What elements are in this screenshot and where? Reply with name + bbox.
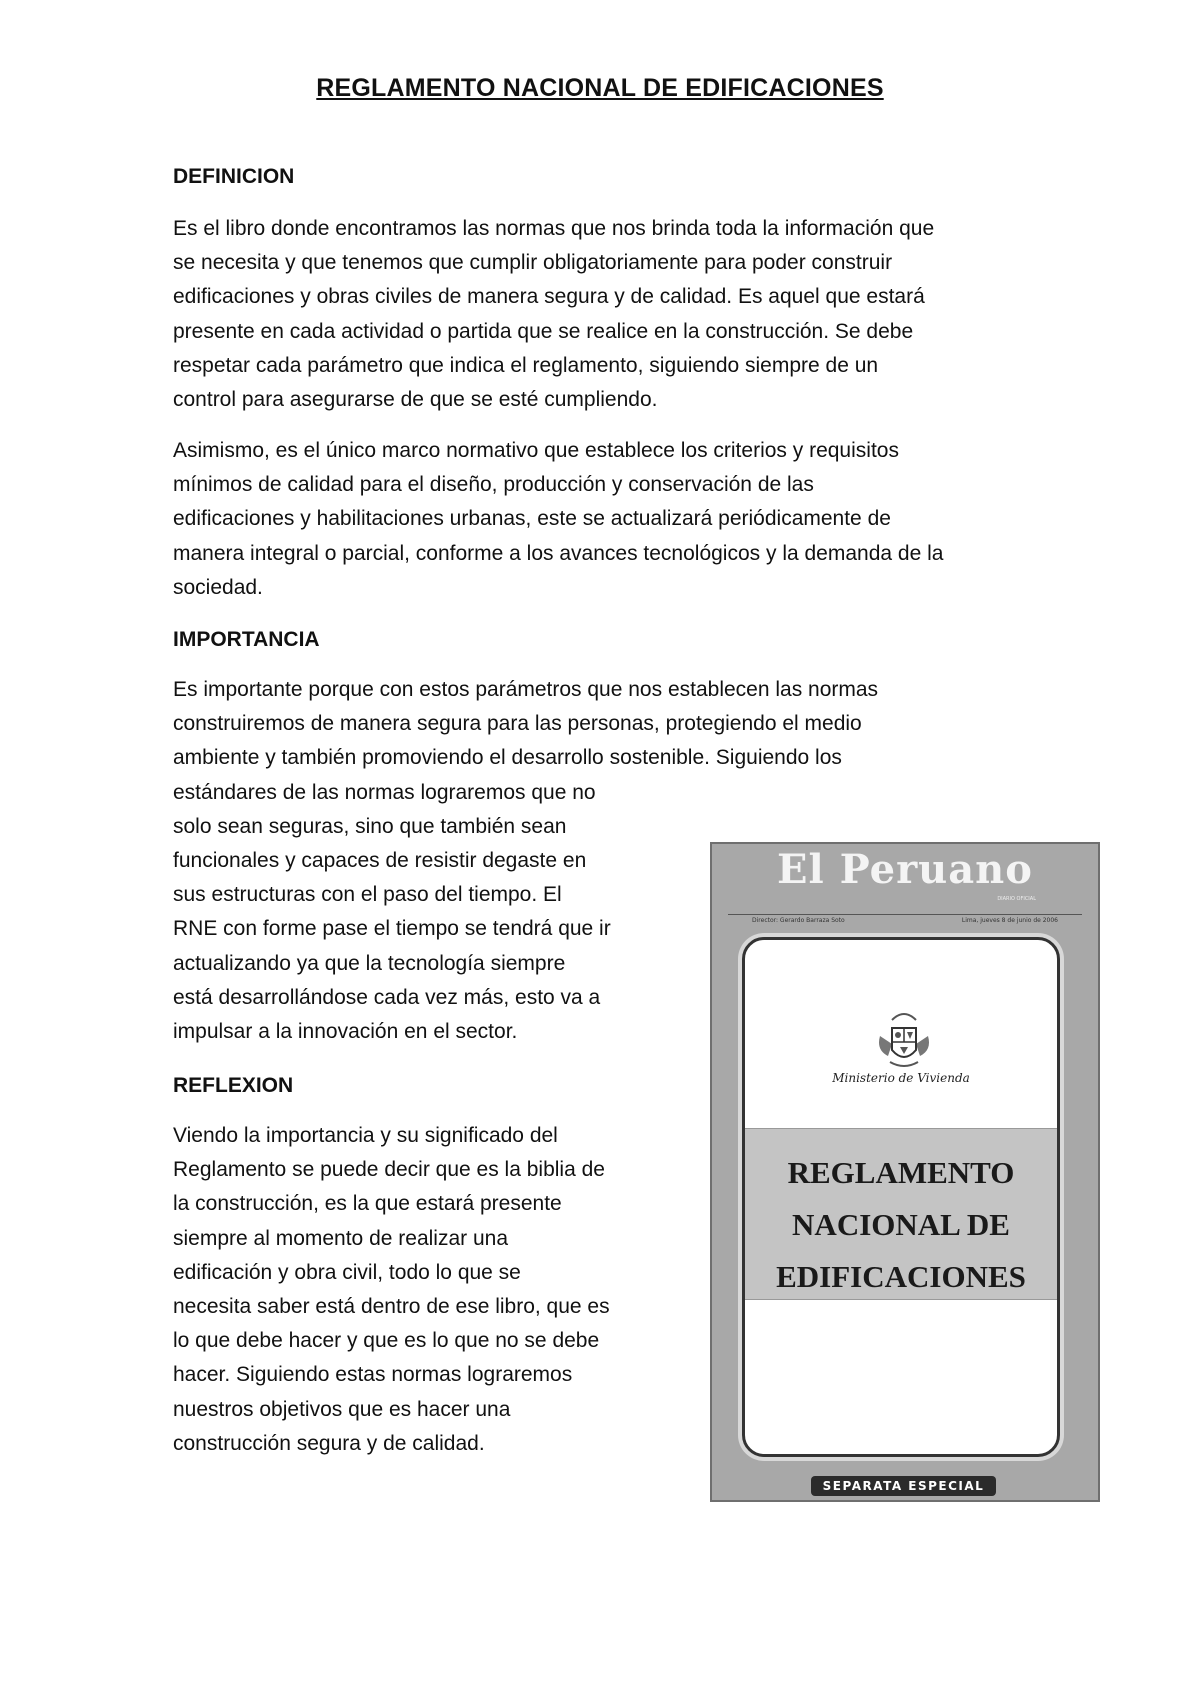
- text-line: Es importante porque con estos parámetros que nos establecen las normas: [173, 678, 879, 701]
- text-line: la construcción, es la que estará presente: [173, 1192, 562, 1216]
- text-line: edificación y obra civil, todo lo que se: [173, 1260, 521, 1284]
- text-line: Reglamento se puede decir que es la biblia de: [173, 1158, 605, 1182]
- text-line: edificaciones y obras civiles de manera segura y de calidad. Es aquel que estará: [173, 285, 925, 309]
- text-line: lo que debe hacer y que es lo que no se debe: [173, 1329, 600, 1353]
- cover-footer-badge: SEPARATA ESPECIAL: [811, 1476, 996, 1496]
- cover-title-line: EDIFICACIONES: [776, 1259, 1026, 1294]
- text-line: edificaciones y habilitaciones urbanas, este se actualizará periódicamente de: [173, 507, 891, 531]
- text-line: solo sean seguras, sino que también sean: [173, 814, 567, 838]
- text-line: hacer. Siguiendo estas normas lograremos: [173, 1363, 573, 1387]
- text-line: construcción segura y de calidad.: [173, 1431, 485, 1455]
- text-line: se necesita y que tenemos que cumplir obligatoriamente para poder construir: [173, 251, 893, 275]
- text-line: construiremos de manera segura para las personas, protegiendo el medio: [173, 712, 862, 736]
- text-line: estándares de las normas lograremos que no: [173, 780, 596, 804]
- text-line: control para asegurarse de que se esté cumpliendo.: [173, 388, 658, 412]
- reflexion-paragraph: [173, 1119, 610, 1461]
- text-line: RNE con forme pase el tiempo se tendrá que ir: [173, 917, 611, 941]
- text-line: actualizando ya que la tecnología siempre: [173, 951, 566, 975]
- text-line: ambiente y también promoviendo el desarrollo sostenible. Siguiendo los: [173, 746, 842, 770]
- text-line: nuestros objetivos que es hacer una: [173, 1397, 511, 1421]
- text-line: impulsar a la innovación en el sector.: [173, 1020, 518, 1044]
- cover-director: Director: Gerardo Barraza Soto: [752, 917, 845, 924]
- text-line: presente en cada actividad o partida que se realice en la construcción. Se debe: [173, 319, 914, 343]
- text-line: Asimismo, es el único marco normativo que establece los criterios y requisitos: [173, 439, 899, 462]
- text-line: está desarrollándose cada vez más, esto va a: [173, 985, 601, 1009]
- text-line: Viendo la importancia y su significado del: [173, 1124, 558, 1147]
- text-line: siempre al momento de realizar una: [173, 1226, 508, 1250]
- text-line: respetar cada parámetro que indica el reglamento, siguiendo siempre de un: [173, 353, 879, 377]
- cover-info-bar: [728, 914, 1082, 927]
- definicion-paragraph-1: [173, 212, 934, 417]
- text-line: necesita saber está dentro de ese libro, que es: [173, 1295, 610, 1319]
- cover-title: [745, 1147, 1057, 1303]
- document-title: REGLAMENTO NACIONAL DE EDIFICACIONES: [316, 74, 884, 102]
- cover-masthead: El Peruano: [777, 846, 1033, 893]
- text-line: Es el libro donde encontramos las normas que nos brinda toda la información que: [173, 217, 935, 240]
- cover-title-line: NACIONAL DE: [792, 1207, 1010, 1242]
- definicion-paragraph-2: [173, 434, 943, 605]
- cover-masthead-sub: DIARIO OFICIAL: [997, 896, 1036, 902]
- text-line: manera integral o parcial, conforme a los avances tecnológicos y la demanda de la: [173, 541, 944, 565]
- text-line: sociedad.: [173, 575, 263, 599]
- cover-title-band: [745, 1128, 1057, 1300]
- cover-image: [710, 842, 1100, 1502]
- cover-panel: [742, 937, 1060, 1457]
- heading-importancia: IMPORTANCIA: [173, 628, 320, 651]
- heading-reflexion: REFLEXION: [173, 1074, 294, 1097]
- text-line: sus estructuras con el paso del tiempo. El: [173, 883, 562, 907]
- cover-ministry: Ministerio de Vivienda: [832, 1071, 970, 1085]
- text-line: mínimos de calidad para el diseño, producción y conservación de las: [173, 473, 814, 497]
- heading-definicion: DEFINICION: [173, 165, 295, 188]
- coat-of-arms-icon: [874, 1006, 934, 1076]
- cover-date: Lima, jueves 8 de junio de 2006: [961, 917, 1058, 924]
- cover-title-line: REGLAMENTO: [787, 1155, 1015, 1190]
- text-line: funcionales y capaces de resistir degaste en: [173, 849, 587, 873]
